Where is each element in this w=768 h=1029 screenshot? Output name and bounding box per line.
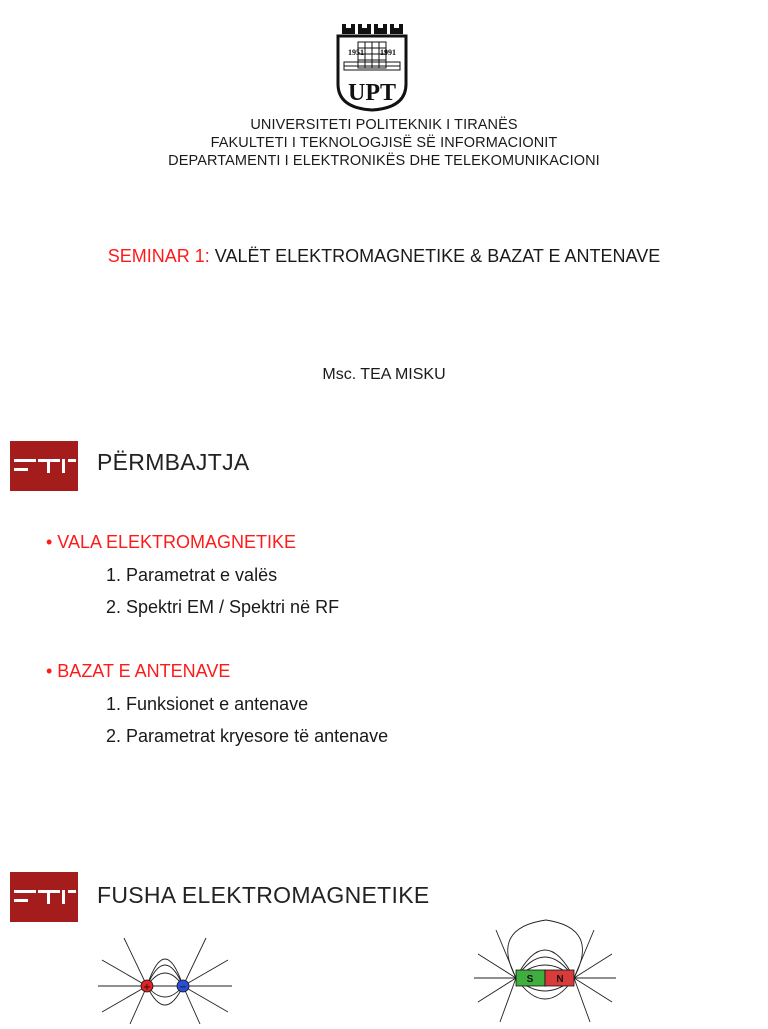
author-name: Msc. TEA MISKU [322,366,446,383]
magnet-field-icon [470,918,620,1024]
contents-item: 1. Parametrat e valës [106,565,278,585]
magnet-north-pole: N [556,974,564,985]
faculty-name: FAKULTETI I TEKNOLOGJISË SË INFORMACIONIT [210,135,558,151]
seminar-label: SEMINAR 1: [107,246,210,266]
fti-logo-icon [10,441,78,491]
logo-year-left: 1951 [348,48,364,57]
dipole-field-diagram [94,930,236,1024]
university-crest-icon [334,22,410,112]
fti-logo [10,872,78,922]
contents-heading-1: • VALA ELEKTROMAGNETIKE [46,532,297,552]
dipole-field-icon [94,930,236,1024]
positive-charge: + [142,982,152,993]
department-name: DEPARTAMENTI I ELEKTRONIKËS DHE TELEKOMUNIKACIONI [168,153,600,169]
contents-item: 1. Funksionet e antenave [106,694,309,714]
university-name: UNIVERSITETI POLITEKNIK I TIRANËS [250,117,518,133]
section-title-contents: PËRMBAJTJA [97,449,250,475]
seminar-topic: VALËT ELEKTROMAGNETIKE & BAZAT E ANTENAVE [214,246,661,266]
contents-heading-2: • BAZAT E ANTENAVE [46,661,231,681]
logo-text: UPT [348,80,396,106]
fti-logo-icon [10,872,78,922]
magnet-field-diagram [470,918,620,1024]
logo-year-right: 1991 [380,48,396,57]
magnet-south-pole: S [526,974,534,985]
contents-item: 2. Spektri EM / Spektri në RF [106,597,340,617]
contents-item: 2. Parametrat kryesore të antenave [106,726,389,746]
negative-charge: − [178,982,188,993]
fti-logo [10,441,78,491]
section-title-field: FUSHA ELEKTROMAGNETIKE [97,882,430,908]
seminar-title [0,246,768,267]
upt-logo [334,22,410,112]
